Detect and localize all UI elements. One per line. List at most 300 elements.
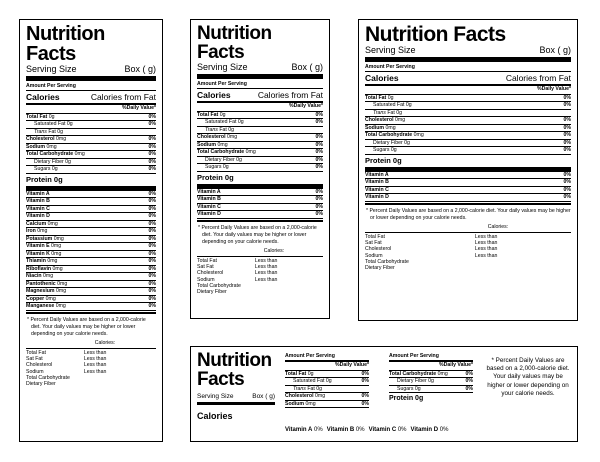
vitamin-list [365, 172, 571, 202]
nutrient-daily-value: 0% [315, 203, 323, 210]
nutrient-daily-value: 0% [148, 288, 156, 295]
vitamin-name: Vitamin B [326, 427, 355, 433]
footer-less-than: Less than [474, 233, 498, 240]
nutrient-daily-value: 0% [148, 228, 156, 235]
daily-value-header: %Daily Value* [26, 105, 156, 114]
footer-less-than [78, 381, 156, 387]
nutrient-daily-value: 0% [148, 295, 156, 302]
nutrient-name [285, 386, 322, 393]
calories-header: Calories: [263, 247, 285, 254]
nutrient-list-right [389, 371, 473, 394]
nutrient-row [26, 129, 156, 137]
nutrient-label: Saturated Fat [34, 121, 66, 128]
nutrient-label: Saturated Fat [293, 378, 325, 385]
nutrient-row [285, 371, 369, 379]
vitamin-name: Vitamin A [285, 427, 313, 433]
nutrient-daily-value: 0% [315, 211, 323, 218]
nutrient-name [26, 296, 56, 303]
footnote: * Percent Daily Values are based on a 2,000-calorie diet. Your daily values may be higher or lower depending on your calorie needs. [26, 312, 156, 338]
nutrient-name [365, 95, 393, 102]
nutrient-daily-value: 0% [465, 385, 473, 392]
nutrient-row [26, 288, 156, 296]
calories-from-fat: Calories from Fat [505, 73, 571, 83]
nutrient-row [26, 228, 156, 236]
nutrient-row [26, 198, 156, 206]
nutrient-daily-value: 0% [148, 213, 156, 220]
nutrient-daily-value: 0% [148, 205, 156, 212]
nutrient-amount: 0g [404, 139, 410, 146]
nutrient-row [365, 179, 571, 187]
nutrient-row [365, 147, 571, 155]
nutrient-row [389, 386, 473, 394]
serving-size-value: Box ( g) [252, 393, 275, 400]
nutrient-label: Copper [26, 295, 45, 302]
nutrient-row [26, 166, 156, 174]
nutrient-name [26, 121, 73, 128]
nutrient-row [197, 211, 323, 219]
nutrient-label: Total Fat [197, 111, 219, 118]
nutrient-daily-value: 0% [315, 196, 323, 203]
serving-size-value: Box ( g) [291, 62, 323, 72]
nutrient-amount: 0mg [55, 303, 66, 310]
calories-header: Calories: [94, 339, 116, 346]
nutrient-name [26, 151, 85, 158]
footer-less-than: Less than [83, 362, 107, 369]
nutrient-list [197, 112, 323, 172]
nutrient-label: Cholesterol [26, 136, 55, 143]
nutrient-row [26, 213, 156, 221]
nutrient-row [365, 110, 571, 118]
nutrient-row [365, 95, 571, 103]
mineral-list [26, 221, 156, 311]
nutrition-label-medium [190, 19, 330, 319]
nutrient-row [285, 378, 369, 386]
nutrient-name [26, 144, 57, 151]
nutrient-name [197, 149, 256, 156]
nutrient-daily-value: 0% [148, 190, 156, 197]
footer-less-than: Less than [254, 270, 278, 277]
nutrient-row [197, 204, 323, 212]
footer-less-than: Less than [254, 257, 278, 264]
nutrient-name [365, 125, 396, 132]
nutrient-label: Niacin [26, 273, 42, 280]
footer-less-than: Less than [474, 240, 498, 247]
nutrient-name [197, 112, 225, 119]
nutrient-amount: 0g [390, 147, 397, 154]
nutrient-daily-value: 0% [465, 378, 473, 385]
nutrient-amount: 0mg [385, 124, 396, 131]
nutrient-daily-value: 0% [148, 136, 156, 143]
nutrient-row [26, 221, 156, 229]
nutrient-daily-value: 0% [563, 194, 571, 201]
nutrient-amount: 0g [51, 166, 58, 173]
nutrient-daily-value: 0% [315, 134, 323, 141]
nutrient-name [365, 187, 389, 194]
nutrient-amount: 0mg [47, 258, 58, 265]
nutrient-amount: 0mg [315, 393, 326, 400]
footer-nutrient: Total Fat [365, 233, 385, 240]
nutrient-amount: 0mg [227, 134, 238, 141]
nutrient-label: Riboflavin [26, 265, 52, 272]
nutrient-label: Iron [26, 228, 36, 235]
nutrient-label: Cholesterol [285, 393, 314, 400]
nutrient-row [26, 243, 156, 251]
nutrient-label: Calcium [26, 220, 47, 227]
nutrient-row [26, 159, 156, 167]
daily-value-header: %Daily Value* [197, 103, 323, 112]
nutrient-daily-value: 0% [361, 378, 369, 385]
label-title: Nutrition Facts [365, 23, 506, 46]
nutrient-name [365, 132, 424, 139]
nutrient-name [365, 117, 405, 124]
nutrient-label: Saturated Fat [373, 102, 405, 109]
nutrient-name [365, 179, 389, 186]
nutrient-daily-value: 0% [563, 139, 571, 146]
footer-nutrient: Sodium [26, 368, 44, 375]
nutrient-name [197, 134, 237, 141]
nutrition-label-horizontal [190, 346, 578, 442]
nutrient-name [26, 191, 50, 198]
protein-row: Protein 0g [365, 155, 571, 172]
nutrient-name [389, 386, 421, 393]
nutrient-amount: 0mg [45, 295, 56, 302]
nutrient-daily-value: 0% [315, 164, 323, 171]
footer-nutrient: Total Carbohydrate [26, 374, 70, 381]
nutrient-label: Trans [293, 385, 306, 392]
label-title: Nutrition Facts [197, 23, 272, 63]
nutrient-amount: 0mg [51, 250, 62, 257]
nutrient-daily-value: 0% [563, 124, 571, 131]
nutrient-row [26, 266, 156, 274]
nutrient-label: Cholesterol [365, 117, 394, 124]
nutrient-daily-value: 0% [148, 243, 156, 250]
nutrient-label: Vitamin A [365, 171, 389, 178]
nutrient-name [26, 136, 66, 143]
nutrient-amount: 0g [222, 164, 229, 171]
nutrient-amount: 0g [414, 385, 421, 392]
nutrient-label: Trans [373, 109, 386, 116]
footer-nutrient: Sat Fat [26, 356, 43, 363]
calories-row [197, 89, 323, 103]
nutrient-row [365, 125, 571, 133]
footer-nutrient: Total Fat [197, 257, 217, 264]
nutrient-label: Vitamin D [197, 211, 221, 218]
nutrient-row [26, 296, 156, 304]
vitamin-item [327, 427, 365, 433]
vitamin-item [369, 427, 407, 433]
nutrient-daily-value: 0% [148, 121, 156, 128]
nutrient-amount: Fat 0g [387, 109, 403, 116]
daily-value-header: %Daily Value* [285, 362, 369, 371]
horizontal-right-block [389, 351, 473, 402]
nutrient-amount: 0mg [52, 265, 63, 272]
footer-table [197, 256, 323, 295]
nutrient-daily-value: 0% [148, 265, 156, 272]
nutrient-label: Total Carbohydrate [365, 132, 413, 139]
nutrient-label: Dietary Fiber [34, 158, 64, 165]
nutrient-name [197, 127, 234, 134]
nutrient-amount: 0mg [51, 243, 62, 250]
nutrient-daily-value: 0% [361, 393, 369, 400]
nutrient-name [197, 204, 221, 211]
serving-size-label: Serving Size [197, 62, 248, 72]
footer-less-than: Less than [83, 368, 107, 375]
nutrient-amount: 0mg [57, 280, 68, 287]
nutrient-amount: 0g [428, 378, 434, 385]
nutrient-list [26, 114, 156, 174]
vitamin-line [285, 427, 452, 433]
nutrient-label: Thiamin [26, 258, 46, 265]
nutrient-amount: 0g [66, 121, 73, 128]
label-title-line1: Nutrition [197, 350, 272, 371]
nutrient-row [365, 187, 571, 195]
label-title: Nutrition Facts [26, 23, 105, 65]
amount-per-serving: Amount Per Serving [389, 351, 473, 362]
nutrient-amount: 0mg [47, 220, 58, 227]
nutrient-daily-value: 0% [361, 400, 369, 407]
footer-nutrient: Sat Fat [365, 240, 382, 247]
nutrient-label: Sodium [26, 143, 46, 150]
nutrient-row [26, 281, 156, 289]
nutrient-row [197, 119, 323, 127]
nutrient-name [26, 228, 47, 235]
nutrient-amount: Fat 0g [48, 128, 64, 135]
nutrient-label: Vitamin D [26, 213, 50, 220]
vitamin-value: 0% [355, 427, 365, 433]
nutrient-name [197, 119, 244, 126]
nutrient-row [197, 112, 323, 120]
nutrient-daily-value: 0% [315, 119, 323, 126]
nutrient-daily-value: 0% [315, 141, 323, 148]
nutrient-label: Vitamin C [197, 203, 221, 210]
footer-nutrient: Cholesterol [197, 270, 224, 277]
nutrient-label: Dietary Fiber [397, 378, 427, 385]
nutrient-name [26, 166, 58, 173]
nutrient-label: Sugars [205, 164, 222, 171]
nutrient-row [197, 196, 323, 204]
nutrient-row [26, 236, 156, 244]
nutrient-label: Vitamin A [26, 190, 50, 197]
nutrient-label: Vitamin D [365, 194, 389, 201]
nutrient-name [26, 159, 71, 166]
vitamin-name: Vitamin C [368, 427, 397, 433]
nutrient-label: Total Fat [285, 370, 307, 377]
protein-row: Protein 0g [26, 174, 156, 191]
serving-size-row [26, 64, 156, 81]
amount-per-serving: Amount Per Serving [26, 81, 156, 91]
nutrient-amount: 0g [237, 119, 244, 126]
nutrient-row [26, 206, 156, 214]
nutrient-label: Cholesterol [197, 134, 226, 141]
amount-per-serving: Amount Per Serving [285, 351, 369, 362]
nutrient-label: Pantothenic [26, 280, 56, 287]
nutrient-amount: 0g [405, 102, 412, 109]
nutrient-name [197, 157, 242, 164]
nutrient-amount: Fat 0g [307, 385, 323, 392]
nutrient-daily-value: 0% [465, 370, 473, 377]
nutrient-row [285, 401, 369, 409]
nutrient-name [365, 172, 389, 179]
footer-nutrient: Sodium [365, 252, 383, 259]
nutrient-daily-value: 0% [563, 186, 571, 193]
calories-from-fat: Calories from Fat [90, 92, 156, 102]
nutrient-name [365, 140, 410, 147]
nutrient-amount: 0g [307, 370, 314, 377]
vitamin-value: 0% [397, 427, 407, 433]
nutrient-label: Saturated Fat [205, 119, 237, 126]
footer-less-than: Less than [474, 252, 498, 259]
nutrient-daily-value: 0% [148, 220, 156, 227]
protein-row: Protein 0g [197, 172, 323, 189]
nutrient-amount: 0mg [37, 228, 48, 235]
nutrient-row [389, 378, 473, 386]
nutrient-name [365, 102, 412, 109]
nutrition-label-wide [358, 19, 578, 321]
vitamin-name: Vitamin D [410, 427, 439, 433]
nutrient-amount: 0mg [245, 149, 256, 156]
footer-nutrient: Dietary Fiber [26, 381, 56, 388]
nutrient-daily-value: 0% [563, 102, 571, 109]
nutrient-row [285, 393, 369, 401]
nutrient-label: Dietary Fiber [205, 156, 235, 163]
nutrient-amount: 0mg [413, 132, 424, 139]
nutrient-row [365, 117, 571, 125]
footer-nutrient: Sat Fat [197, 264, 214, 271]
nutrient-daily-value: 0% [563, 147, 571, 154]
nutrient-daily-value: 0% [315, 111, 323, 118]
daily-value-header: %Daily Value* [389, 362, 473, 371]
footer-nutrient: Cholesterol [365, 246, 392, 253]
nutrient-name [26, 213, 50, 220]
nutrient-row [26, 136, 156, 144]
calories-header: Calories: [487, 223, 509, 230]
calories-label: Calories [26, 92, 60, 102]
nutrient-name [26, 198, 50, 205]
calories-label: Calories [197, 411, 233, 421]
nutrient-daily-value: 0% [148, 273, 156, 280]
nutrient-name [26, 206, 50, 213]
nutrient-daily-value: 0% [315, 156, 323, 163]
nutrient-label: Sugars [373, 147, 390, 154]
footer-less-than: Less than [83, 349, 107, 356]
amount-per-serving: Amount Per Serving [197, 79, 323, 89]
calories-row [26, 91, 156, 105]
calories-row [365, 72, 571, 86]
nutrient-row [26, 273, 156, 281]
nutrient-name [26, 251, 61, 258]
nutrient-row [26, 121, 156, 129]
nutrient-name [285, 393, 325, 400]
nutrient-label: Trans [205, 126, 218, 133]
serving-size-value: Box ( g) [124, 64, 156, 74]
footer-nutrient: Cholesterol [26, 362, 53, 369]
nutrient-label: Sodium [197, 141, 217, 148]
nutrient-label: Magnesium [26, 288, 55, 295]
nutrient-amount: 0mg [56, 136, 67, 143]
nutrient-name [285, 401, 316, 408]
nutrient-daily-value: 0% [361, 370, 369, 377]
nutrient-daily-value: 0% [563, 179, 571, 186]
nutrient-amount: 0g [387, 94, 394, 101]
nutrient-label: Vitamin E [26, 243, 50, 250]
footer-nutrient: Dietary Fiber [365, 265, 395, 271]
nutrient-amount: Fat 0g [219, 126, 235, 133]
nutrient-amount: 0g [219, 111, 226, 118]
nutrient-label: Trans [34, 128, 47, 135]
nutrient-name [26, 258, 57, 265]
footer-less-than: Less than [83, 356, 107, 363]
nutrient-amount: 0mg [74, 151, 85, 158]
nutrient-name [197, 189, 221, 196]
nutrient-row [26, 191, 156, 199]
nutrient-daily-value: 0% [563, 117, 571, 124]
horizontal-mid-block [285, 351, 369, 408]
nutrient-label: Total Carbohydrate [26, 151, 74, 158]
nutrient-row [197, 164, 323, 172]
nutrient-row [197, 142, 323, 150]
footnote: * Percent Daily Values are based on a 2,000-calorie diet. Your daily values may be higher or lower depending on your calorie needs. [365, 203, 571, 222]
nutrient-name [26, 281, 67, 288]
nutrient-name [197, 196, 221, 203]
footer-nutrient: Dietary Fiber [197, 289, 227, 296]
nutrient-row [26, 251, 156, 259]
footer-less-than [469, 265, 571, 271]
nutrient-amount: 0mg [56, 288, 67, 295]
nutrient-row [26, 114, 156, 122]
nutrient-label: Dietary Fiber [373, 139, 403, 146]
daily-value-header: %Daily Value* [365, 86, 571, 95]
serving-size-label: Serving Size [26, 64, 77, 74]
nutrient-amount: 0g [65, 158, 71, 165]
nutrient-daily-value: 0% [148, 113, 156, 120]
nutrient-name [389, 371, 448, 378]
nutrient-label: Sugars [397, 385, 414, 392]
nutrient-amount: 0mg [437, 370, 448, 377]
nutrient-label: Vitamin A [197, 188, 221, 195]
footer-table [26, 348, 156, 387]
nutrient-row [365, 194, 571, 202]
nutrient-row [197, 149, 323, 157]
nutrient-name [389, 378, 434, 385]
nutrient-daily-value: 0% [563, 171, 571, 178]
nutrient-name [26, 288, 66, 295]
nutrient-amount: 0mg [305, 400, 316, 407]
nutrient-row [389, 371, 473, 379]
nutrient-amount: 0g [325, 378, 332, 385]
footer-nutrient: Total Carbohydrate [197, 282, 241, 289]
vitamin-value: 0% [314, 427, 323, 433]
footer-less-than: Less than [254, 276, 278, 283]
nutrient-label: Sugars [34, 166, 51, 173]
serving-size-row [197, 62, 323, 79]
nutrient-row [26, 258, 156, 266]
footer-table [365, 232, 571, 271]
nutrient-name [197, 164, 229, 171]
nutrient-label: Total Fat [365, 94, 387, 101]
nutrient-row [285, 386, 369, 394]
nutrient-daily-value: 0% [148, 280, 156, 287]
amount-per-serving: Amount Per Serving [365, 62, 571, 72]
nutrient-label: Vitamin C [365, 186, 389, 193]
nutrient-daily-value: 0% [148, 250, 156, 257]
nutrient-label: Vitamin K [26, 250, 50, 257]
vitamin-item [285, 427, 323, 433]
horizontal-footnote: * Percent Daily Values are based on a 2,000-calorie diet. Your daily values may be higher or lower depending on your calorie needs. [486, 357, 570, 397]
nutrient-amount: 0g [48, 113, 55, 120]
nutrient-name [26, 114, 54, 121]
footer-less-than: Less than [254, 264, 278, 271]
nutrient-daily-value: 0% [315, 149, 323, 156]
